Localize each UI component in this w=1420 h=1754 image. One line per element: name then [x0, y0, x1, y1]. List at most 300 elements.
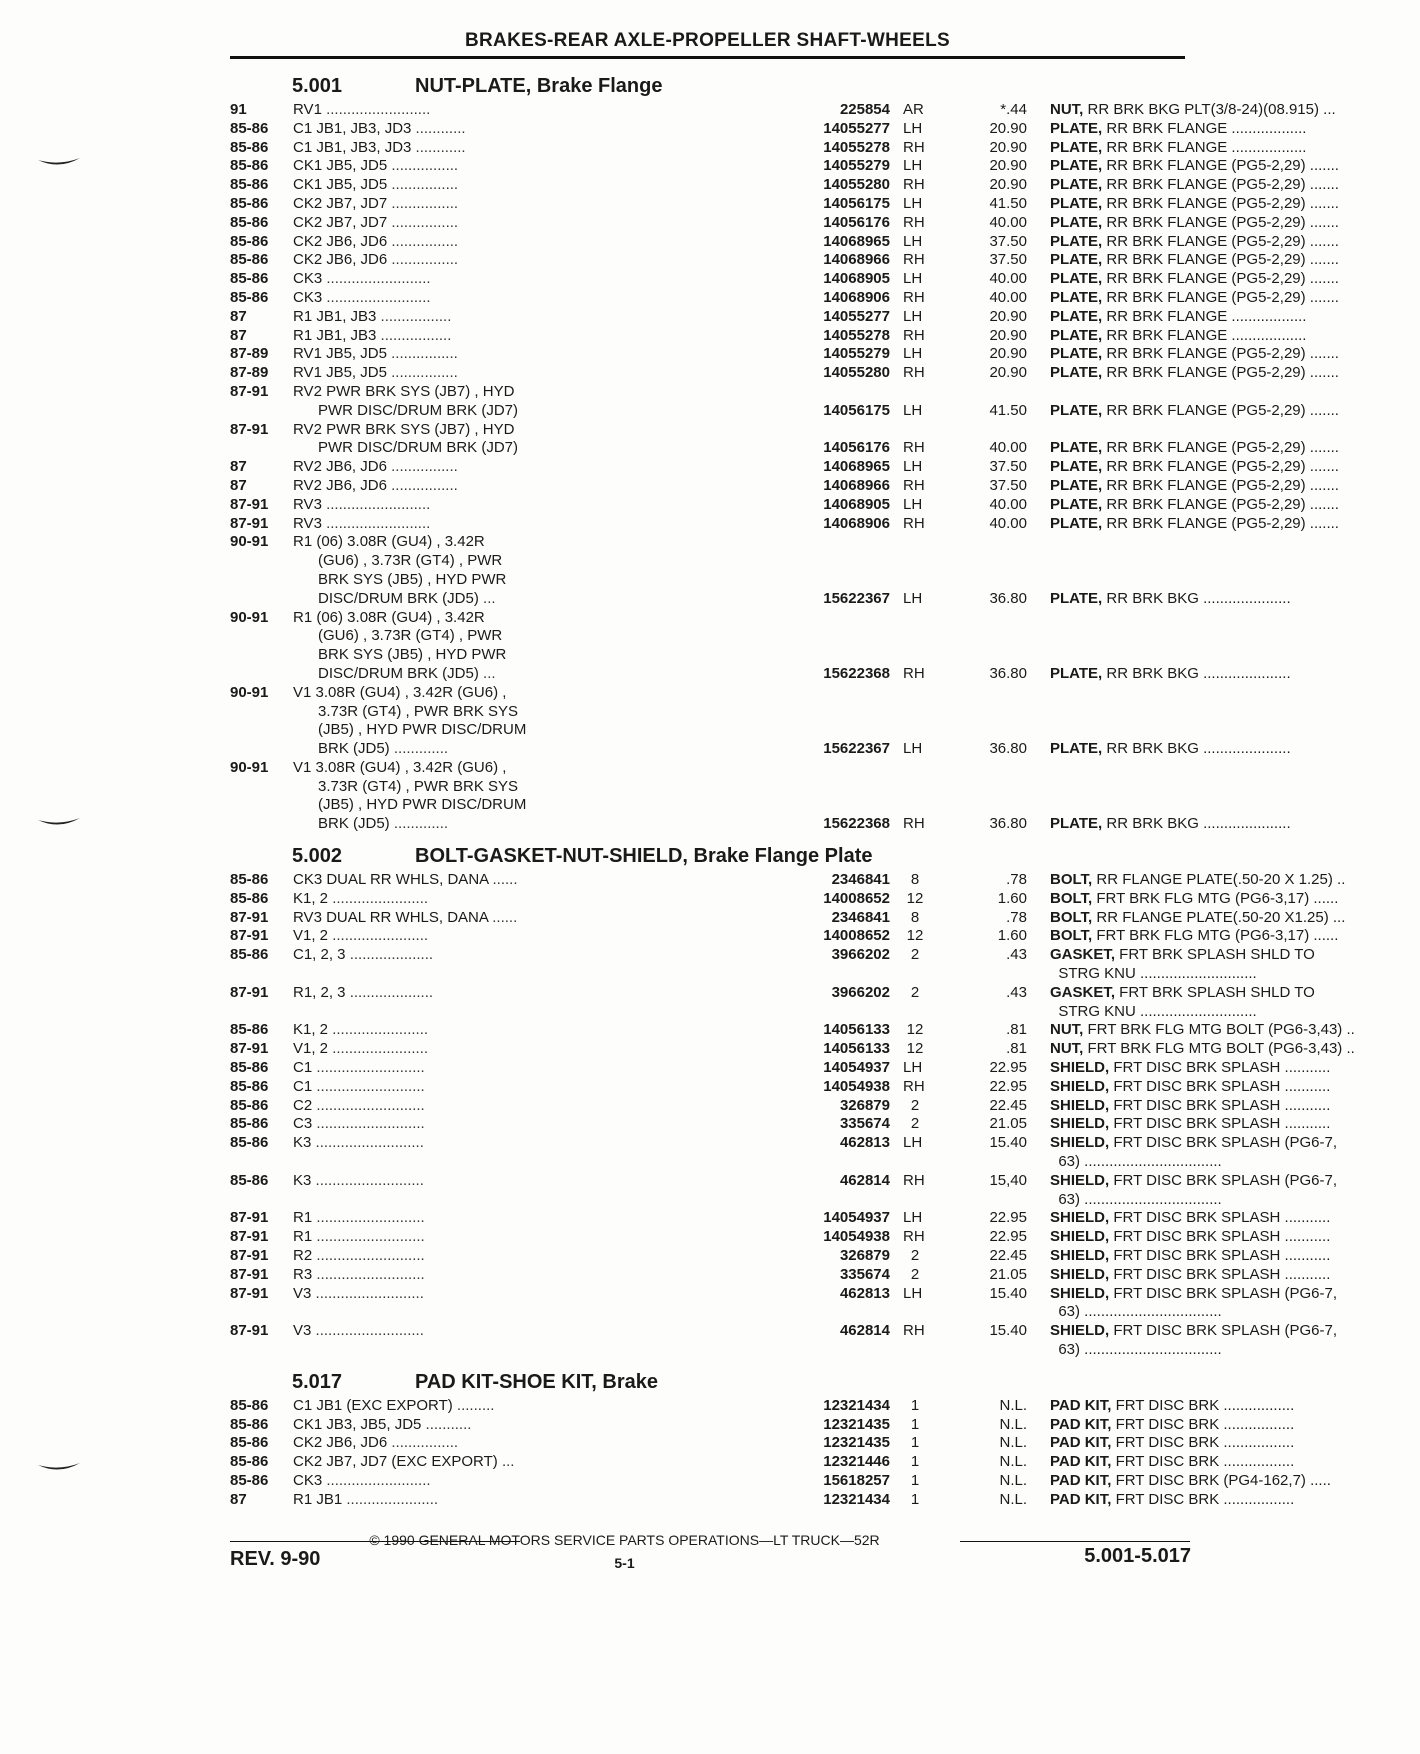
footer-revision: REV. 9-90 — [230, 1548, 321, 1570]
description — [1050, 364, 1420, 383]
description-noun: BOLT, — [1050, 889, 1093, 907]
description-line — [1050, 251, 1420, 270]
quantity: RH — [903, 1322, 925, 1340]
application-line — [293, 609, 793, 628]
leader-dots: ...... — [488, 871, 518, 889]
leader-dots: ....... — [1305, 251, 1339, 269]
description-line — [1050, 1247, 1420, 1266]
application-text: (GU6) , 3.73R (GT4) , PWR — [293, 627, 503, 645]
description-line — [1050, 1303, 1420, 1322]
description-detail: FRT DISC BRK — [1111, 1490, 1220, 1508]
part-number: 2346841 — [831, 871, 890, 889]
description-noun: PLATE, — [1050, 213, 1103, 231]
application-line — [293, 421, 793, 440]
application-line — [293, 1247, 793, 1266]
leader-dots: ................ — [387, 213, 459, 231]
quantity: RH — [903, 664, 925, 682]
leader-dots: ................ — [386, 345, 458, 363]
application — [293, 251, 793, 270]
description-line — [1050, 815, 1420, 834]
application — [293, 1134, 793, 1153]
leader-dots: ..................... — [1198, 740, 1291, 758]
application — [293, 1040, 793, 1059]
model-year: 90-91 — [230, 683, 269, 701]
application-line — [293, 120, 793, 139]
leader-dots: ................................. — [1080, 1153, 1222, 1171]
description — [1050, 439, 1420, 458]
application-text: RV2 PWR BRK SYS (JB7) , HYD — [293, 420, 515, 438]
parts-row — [230, 533, 1291, 608]
quantity: 12 — [906, 1021, 924, 1039]
application-text: CK3 — [293, 270, 323, 288]
model-year: 87-91 — [230, 1284, 269, 1302]
application-text: R1, 2, 3 — [293, 983, 346, 1001]
section-name: BOLT-GASKET-NUT-SHIELD, Brake Flange Plate — [415, 845, 873, 868]
description — [1050, 101, 1420, 120]
application-line — [293, 101, 793, 120]
quantity: RH — [903, 138, 925, 156]
leader-dots: ....................... — [328, 889, 429, 907]
description-noun: PAD KIT, — [1050, 1453, 1112, 1471]
application-text: CK2 JB7, JD7 (EXC EXPORT) — [293, 1453, 498, 1471]
section-name: PAD KIT-SHOE KIT, Brake — [415, 1370, 659, 1393]
description-detail: FRT DISC BRK — [1111, 1453, 1220, 1471]
description-detail: RR BRK FLANGE (PG5-2,29) — [1102, 270, 1306, 288]
description-detail: STRG KNU — [1050, 965, 1136, 983]
leader-dots: ......................... — [321, 514, 431, 532]
application-text: 3.73R (GT4) , PWR BRK SYS — [293, 702, 519, 720]
price: 40.00 — [989, 213, 1027, 231]
quantity: 1 — [910, 1471, 920, 1489]
application-text: R1 — [293, 1209, 313, 1227]
part-number: 14054938 — [823, 1077, 890, 1095]
part-number: 326879 — [839, 1096, 890, 1114]
parts-row — [230, 420, 1339, 459]
price: 36.80 — [989, 815, 1027, 833]
application — [293, 1228, 793, 1247]
parts-listing — [230, 64, 1355, 1510]
parts-row — [230, 927, 1339, 946]
model-year: 85-86 — [230, 176, 269, 194]
application — [293, 515, 793, 534]
description-detail: STRG KNU — [1050, 1002, 1136, 1020]
price: 15,40 — [989, 1171, 1027, 1189]
leader-dots: ......................... — [321, 101, 431, 118]
description-detail: FRT DISC BRK SPLASH (PG6-7, — [1109, 1134, 1338, 1152]
part-number: 462813 — [839, 1134, 890, 1152]
part-number: 14055279 — [823, 345, 890, 363]
part-number: 15622367 — [823, 740, 890, 758]
price: 22.95 — [989, 1209, 1027, 1227]
description-noun: PLATE, — [1050, 119, 1103, 137]
model-year: 85-86 — [230, 1396, 269, 1414]
model-year: 90-91 — [230, 758, 269, 776]
leader-dots: ...................... — [342, 1490, 439, 1508]
parts-row — [230, 946, 1315, 984]
parts-row — [230, 458, 1339, 477]
description-noun: PLATE, — [1050, 439, 1103, 457]
description-detail: FRT DISC BRK SPLASH — [1109, 1115, 1281, 1133]
leader-dots: ................. — [1219, 1434, 1295, 1452]
model-year: 87 — [230, 326, 247, 344]
part-number: 14068965 — [823, 232, 890, 250]
model-year: 85-86 — [230, 946, 269, 964]
description-line — [1050, 496, 1420, 515]
leader-dots: ......................... — [322, 1471, 431, 1489]
application-text: C2 — [293, 1096, 313, 1114]
description-noun: SHIELD, — [1050, 1284, 1110, 1302]
description — [1050, 1228, 1420, 1247]
parts-row — [230, 176, 1339, 195]
application-text: C1 — [293, 1059, 313, 1077]
description — [1050, 251, 1420, 270]
model-year: 90-91 — [230, 533, 269, 551]
parts-row — [230, 495, 1339, 515]
description-line — [1050, 1209, 1420, 1228]
description — [1050, 909, 1420, 928]
description-line — [1050, 327, 1420, 346]
description-line — [1050, 1059, 1420, 1078]
description-detail: FRT BRK FLG MTG (PG6-3,17) — [1092, 927, 1310, 945]
quantity: RH — [903, 514, 925, 532]
application-text: C1 JB1, JB3, JD3 — [293, 138, 412, 156]
description-noun: PLATE, — [1050, 176, 1103, 194]
footer-copyright: © 1990 GENERAL MOTORS SERVICE PARTS OPERATIONS—LT TRUCK—52R — [369, 1532, 880, 1548]
description — [1050, 1416, 1420, 1435]
application-text: RV2 JB6, JD6 — [293, 458, 387, 476]
price: 41.50 — [989, 194, 1027, 212]
application-line — [293, 327, 793, 346]
description-detail: FRT BRK FLG MTG BOLT (PG6-3,43) — [1083, 1021, 1343, 1039]
description-detail: FRT DISC BRK SPLASH (PG6-7, — [1109, 1284, 1338, 1302]
application — [293, 195, 793, 214]
quantity: RH — [903, 815, 925, 833]
leader-dots: .................. — [1227, 138, 1307, 156]
price: 37.50 — [989, 458, 1027, 476]
description — [1050, 590, 1420, 609]
part-number: 2346841 — [831, 908, 890, 926]
application-text: R3 — [293, 1265, 313, 1283]
price: 36.80 — [989, 589, 1027, 607]
application-text: CK1 JB5, JD5 — [293, 176, 388, 194]
application — [293, 1491, 793, 1510]
description-line — [1050, 946, 1420, 965]
quantity: 2 — [910, 983, 920, 1001]
description-detail: 63) — [1050, 1153, 1081, 1171]
parts-row — [230, 364, 1339, 383]
description-line — [1050, 871, 1420, 890]
price: 22.45 — [989, 1096, 1027, 1114]
description — [1050, 157, 1420, 176]
leader-dots: .................. — [1227, 326, 1307, 344]
description-noun: PLATE, — [1050, 251, 1103, 269]
description-line — [1050, 1115, 1420, 1134]
description-detail: FRT DISC BRK (PG4-162,7) — [1111, 1471, 1306, 1489]
description — [1050, 1209, 1420, 1228]
model-year: 85-86 — [230, 1434, 269, 1452]
description-line — [1050, 1322, 1420, 1341]
price: 40.00 — [989, 439, 1027, 457]
parts-row — [230, 1077, 1331, 1097]
description-line — [1050, 120, 1420, 139]
quantity: 1 — [910, 1453, 920, 1471]
application-text: CK2 JB6, JD6 — [293, 1434, 388, 1452]
leader-dots: ... — [478, 589, 496, 607]
description-line — [1050, 308, 1420, 327]
application-line — [293, 984, 793, 1003]
description-noun: SHIELD, — [1050, 1322, 1110, 1340]
leader-dots: ................ — [387, 232, 459, 250]
description-line — [1050, 364, 1420, 383]
description-noun: PAD KIT, — [1050, 1490, 1112, 1508]
application-text: RV2 JB6, JD6 — [293, 476, 387, 494]
description-line — [1050, 402, 1420, 421]
application-text: (JB5) , HYD PWR DISC/DRUM — [293, 796, 527, 814]
leader-dots: ................ — [386, 458, 458, 476]
description-detail: FRT BRK FLG MTG BOLT (PG6-3,43) — [1083, 1040, 1343, 1058]
application-text: DISC/DRUM BRK (JD5) — [293, 589, 479, 607]
quantity: LH — [903, 119, 923, 137]
model-year: 85-86 — [230, 889, 269, 907]
description-line — [1050, 1472, 1420, 1491]
description-noun: PLATE, — [1050, 138, 1103, 156]
quantity: LH — [903, 589, 923, 607]
description-noun: GASKET, — [1050, 983, 1116, 1001]
leader-dots: ...... — [1309, 927, 1339, 945]
quantity: 1 — [910, 1396, 920, 1414]
application-text: C1 JB1 (EXC EXPORT) — [293, 1396, 453, 1414]
model-year: 87-91 — [230, 1228, 269, 1246]
quantity: LH — [903, 495, 923, 513]
application-text: RV2 PWR BRK SYS (JB7) , HYD — [293, 382, 515, 400]
application-text: RV1 JB5, JD5 — [293, 345, 387, 363]
description-line — [1050, 233, 1420, 252]
application-line — [293, 1097, 793, 1116]
application — [293, 364, 793, 383]
application-line — [293, 946, 793, 965]
leader-dots: ... — [1319, 101, 1336, 118]
part-number: 14055279 — [823, 157, 890, 175]
price: 22.95 — [989, 1059, 1027, 1077]
model-year: 87-89 — [230, 364, 269, 382]
parts-row — [230, 1396, 1295, 1416]
description-line — [1050, 1097, 1420, 1116]
leader-dots: ........... — [1280, 1115, 1331, 1133]
leader-dots: ............. — [389, 740, 449, 758]
application-line — [293, 251, 793, 270]
description-line — [1050, 1078, 1420, 1097]
application-line — [293, 1453, 793, 1472]
description-line — [1050, 1285, 1420, 1304]
application-text: CK1 JB3, JB5, JD5 — [293, 1415, 422, 1433]
description-detail: RR BRK FLANGE (PG5-2,29) — [1102, 439, 1306, 457]
quantity: 2 — [910, 1265, 920, 1283]
parts-row — [230, 382, 1339, 421]
application-text: V3 — [293, 1322, 312, 1340]
model-year: 85-86 — [230, 871, 269, 889]
application — [293, 1059, 793, 1078]
description-detail: RR FLANGE PLATE(.50-20 X 1.25) — [1092, 871, 1333, 889]
application-line — [293, 1397, 793, 1416]
model-year: 85-86 — [230, 1453, 269, 1471]
description-detail: FRT BRK SPLASH SHLD TO — [1115, 983, 1315, 1001]
application-text: V3 — [293, 1284, 312, 1302]
leader-dots: ........... — [1280, 1077, 1331, 1095]
description-noun: SHIELD, — [1050, 1115, 1110, 1133]
parts-row — [230, 1284, 1338, 1323]
price: 36.80 — [989, 740, 1027, 758]
quantity: RH — [903, 1228, 925, 1246]
quantity: RH — [903, 364, 925, 382]
part-number: 335674 — [839, 1115, 890, 1133]
application — [293, 890, 793, 909]
quantity: LH — [903, 458, 923, 476]
price: 15.40 — [989, 1134, 1027, 1152]
leader-dots: .......................... — [311, 1284, 424, 1302]
description — [1050, 1322, 1420, 1360]
application — [293, 927, 793, 946]
description-line — [1050, 515, 1420, 534]
application-text: 3.73R (GT4) , PWR BRK SYS — [293, 777, 519, 795]
application-line — [293, 383, 793, 402]
model-year: 91 — [230, 101, 247, 118]
description-line — [1050, 1434, 1420, 1453]
application-line — [293, 233, 793, 252]
description — [1050, 1040, 1420, 1059]
application — [293, 1434, 793, 1453]
price: .43 — [1006, 983, 1027, 1001]
description-line — [1050, 439, 1420, 458]
application-text: C3 — [293, 1115, 313, 1133]
part-number: 14068906 — [823, 514, 890, 532]
application-line — [293, 1322, 793, 1341]
part-number: 462814 — [839, 1171, 890, 1189]
application-text: K1, 2 — [293, 889, 329, 907]
price: 15.40 — [989, 1322, 1027, 1340]
price: 40.00 — [989, 514, 1027, 532]
price: .81 — [1006, 1040, 1027, 1058]
parts-row — [230, 1021, 1355, 1040]
model-year: 85-86 — [230, 1096, 269, 1114]
part-number: 462814 — [839, 1322, 890, 1340]
quantity: LH — [903, 345, 923, 363]
description-detail: FRT BRK SPLASH SHLD TO — [1115, 946, 1315, 964]
application — [293, 1021, 793, 1040]
leader-dots: ................ — [387, 251, 459, 269]
part-number: 12321435 — [823, 1434, 890, 1452]
leader-dots: .......................... — [312, 1077, 425, 1095]
parts-row — [230, 1322, 1338, 1360]
leader-dots: ....... — [1305, 401, 1339, 419]
description — [1050, 477, 1420, 496]
description-noun: PLATE, — [1050, 364, 1103, 382]
application — [293, 984, 793, 1003]
model-year: 87-91 — [230, 908, 269, 926]
application-text: K3 — [293, 1171, 312, 1189]
description — [1050, 1266, 1420, 1285]
application — [293, 1078, 793, 1097]
leader-dots: ........... — [1280, 1059, 1331, 1077]
application-text: R2 — [293, 1247, 313, 1265]
model-year: 85-86 — [230, 1115, 269, 1133]
application-line — [293, 214, 793, 233]
description-noun: GASKET, — [1050, 946, 1116, 964]
binder-punch-mark — [38, 818, 80, 827]
application — [293, 345, 793, 364]
price: 40.00 — [989, 495, 1027, 513]
model-year: 85-86 — [230, 119, 269, 137]
quantity: LH — [903, 1209, 923, 1227]
part-number: 14055278 — [823, 138, 890, 156]
price: 21.05 — [989, 1265, 1027, 1283]
price: 40.00 — [989, 270, 1027, 288]
leader-dots: .......................... — [312, 1265, 425, 1283]
leader-dots: ....... — [1305, 364, 1339, 382]
description-noun: SHIELD, — [1050, 1059, 1110, 1077]
description-detail: FRT DISC BRK SPLASH — [1109, 1059, 1281, 1077]
description-detail: RR BRK FLANGE (PG5-2,29) — [1102, 458, 1306, 476]
application-text: CK2 JB7, JD7 — [293, 213, 388, 231]
application — [293, 609, 793, 684]
leader-dots: .......................... — [312, 1115, 425, 1133]
description — [1050, 1134, 1420, 1172]
price: N.L. — [999, 1453, 1027, 1471]
part-number: 14055277 — [823, 307, 890, 325]
application-text: CK2 JB6, JD6 — [293, 251, 388, 269]
application-line — [293, 927, 793, 946]
leader-dots: ....... — [1305, 176, 1339, 194]
application-line — [293, 195, 793, 214]
description-detail: RR BRK FLANGE (PG5-2,29) — [1102, 514, 1306, 532]
description-line — [1050, 1228, 1420, 1247]
application — [293, 176, 793, 195]
parts-row — [230, 307, 1307, 327]
quantity: LH — [903, 270, 923, 288]
binder-punch-mark — [38, 158, 80, 167]
model-year: 85-86 — [230, 194, 269, 212]
part-number: 462813 — [839, 1284, 890, 1302]
parts-row — [230, 683, 1291, 759]
part-number: 3966202 — [831, 983, 890, 1001]
description — [1050, 984, 1420, 1022]
application — [293, 1472, 793, 1491]
parts-row — [230, 983, 1315, 1022]
leader-dots: ......................... — [322, 288, 431, 306]
parts-row — [230, 1490, 1295, 1510]
part-number: 14068965 — [823, 458, 890, 476]
application — [293, 383, 793, 421]
description — [1050, 1172, 1420, 1210]
leader-dots: ....... — [1305, 458, 1339, 476]
parts-row — [230, 251, 1339, 270]
application — [293, 684, 793, 759]
leader-dots: ...... — [488, 908, 518, 926]
application-line — [293, 684, 793, 703]
leader-dots: ................................. — [1080, 1303, 1222, 1321]
application-text: RV1 — [293, 101, 322, 118]
quantity: 1 — [910, 1415, 920, 1433]
section-title — [230, 64, 1190, 101]
application-line — [293, 740, 793, 759]
application-text: V1, 2 — [293, 1040, 329, 1058]
application — [293, 421, 793, 459]
model-year: 90-91 — [230, 608, 269, 626]
price: 37.50 — [989, 232, 1027, 250]
leader-dots: ............ — [411, 119, 466, 137]
application-text: RV1 JB5, JD5 — [293, 364, 387, 382]
part-number: 14008652 — [823, 927, 890, 945]
description — [1050, 1059, 1420, 1078]
